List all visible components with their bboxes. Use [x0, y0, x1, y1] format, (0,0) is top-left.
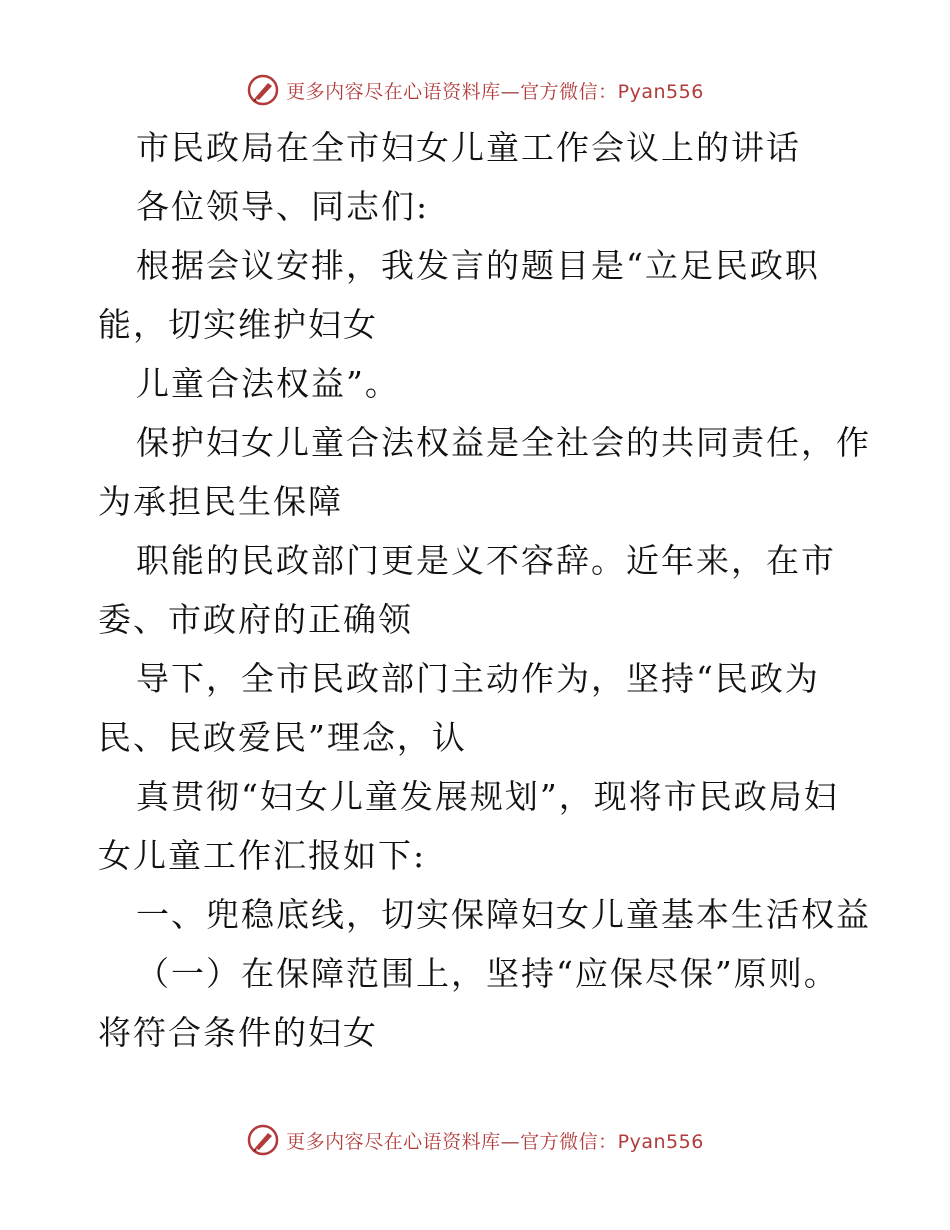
- quill-logo-icon: [246, 73, 280, 107]
- doc-paragraph-line: 保护妇女儿童合法权益是全社会的共同责任，作: [136, 423, 871, 462]
- doc-paragraph-line: 为承担民生保障: [98, 482, 343, 521]
- header-banner-text: [286, 77, 704, 104]
- doc-paragraph-line: 民、民政爱民”理念，认: [98, 718, 467, 757]
- doc-paragraph-line: 儿童合法权益”。: [136, 364, 400, 403]
- doc-paragraph-line: 职能的民政部门更是义不容辞。近年来，在市: [136, 541, 836, 580]
- doc-section-heading: 一、兜稳底线，切实保障妇女儿童基本生活权益: [136, 895, 871, 934]
- footer-title: 更多内容尽在心语资料库: [286, 1130, 501, 1153]
- footer-banner-text: [286, 1127, 704, 1154]
- footer-separator: —: [500, 1130, 521, 1153]
- quill-logo-icon: [246, 1123, 280, 1157]
- document-body: [98, 118, 871, 1062]
- doc-paragraph-line: 根据会议安排，我发言的题目是“立足民政职: [136, 246, 820, 285]
- doc-paragraph-line: 真贯彻“妇女儿童发展规划”，现将市民政局妇: [136, 777, 839, 816]
- footer-contact: 官方微信：Pyan556: [520, 1130, 704, 1153]
- doc-title: 市民政局在全市妇女儿童工作会议上的讲话: [136, 128, 801, 167]
- footer-banner: [0, 1120, 950, 1160]
- header-separator: —: [500, 80, 521, 103]
- doc-paragraph-line: 将符合条件的妇女: [98, 1013, 378, 1052]
- doc-paragraph-line: 委、市政府的正确领: [98, 600, 413, 639]
- header-contact: 官方微信：Pyan556: [520, 80, 704, 103]
- header-banner: [0, 70, 950, 110]
- doc-paragraph-line: 导下，全市民政部门主动作为，坚持“民政为: [136, 659, 820, 698]
- header-title: 更多内容尽在心语资料库: [286, 80, 501, 103]
- doc-paragraph-line: 女儿童工作汇报如下:: [98, 836, 427, 875]
- doc-paragraph-line: （一）在保障范围上，坚持“应保尽保”原则。: [136, 954, 839, 993]
- doc-paragraph-line: 能，切实维护妇女: [98, 305, 378, 344]
- doc-greeting: 各位领导、同志们:: [136, 187, 430, 226]
